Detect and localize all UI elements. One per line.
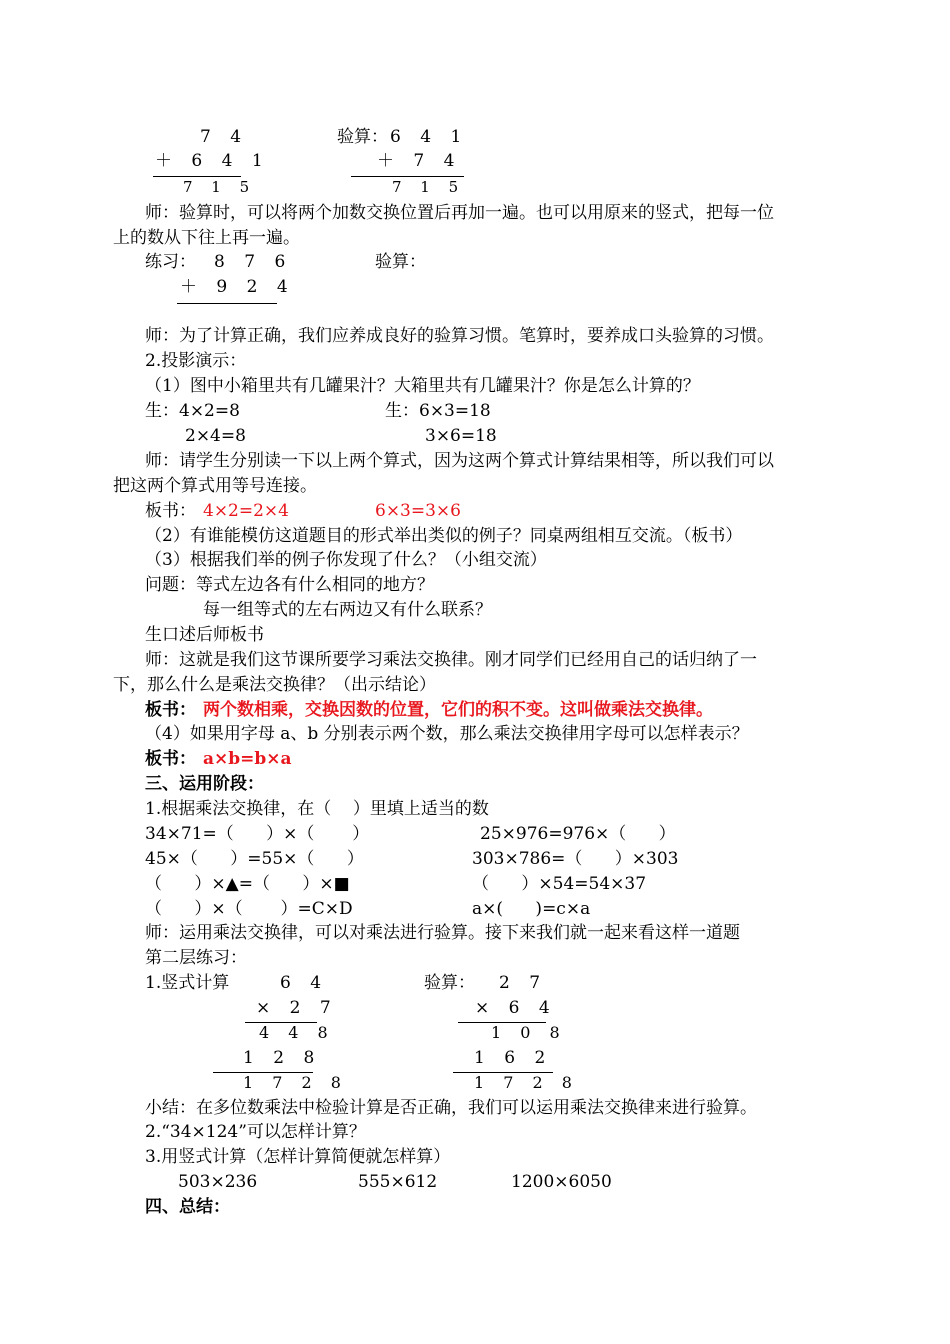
rule-label: 板书： xyxy=(145,700,196,720)
check-row-1: 6 4 1 xyxy=(390,127,469,147)
fill-left-1: 34×71=（ ）×（ ） xyxy=(145,824,370,844)
mult-check-label: 验算： xyxy=(424,973,475,993)
add-row-2: ＋ 6 4 1 xyxy=(155,151,270,171)
calc-3: 1200×6050 xyxy=(511,1172,612,1192)
exercise-2: 2.“34×124”可以怎样计算？ xyxy=(145,1122,366,1142)
mult-row-1: 6 4 xyxy=(280,973,329,993)
vertical-label: 1.竖式计算 xyxy=(145,973,230,993)
add-row-1: 7 4 xyxy=(200,127,249,147)
stage3-heading: 三、运用阶段： xyxy=(145,774,264,794)
mult-row-2: × 2 7 xyxy=(256,998,338,1018)
mult-partial-1: 4 4 8 xyxy=(259,1023,335,1042)
check-result: 7 1 5 xyxy=(392,178,466,196)
fill-right-3: （ ）×54=54×37 xyxy=(472,874,647,894)
fill-left-2: 45×（ ）=55×（ ） xyxy=(145,849,364,869)
teacher-habit: 师：为了计算正确，我们应养成良好的验算习惯。笔算时，要养成口头验算的习惯。 xyxy=(145,326,774,346)
teacher-rule-1: 师：这就是我们这节课所要学习乘法交换律。刚才同学们已经用自己的话归纳了一 xyxy=(145,650,757,670)
board-label: 板书： xyxy=(145,501,196,521)
board-equation-1: 4×2=2×4 xyxy=(203,501,289,521)
practice-row-2: ＋ 9 2 4 xyxy=(180,277,295,297)
teacher-check-intro: 师：运用乘法交换律，可以对乘法进行验算。接下来我们就一起来看这样一道题 xyxy=(145,923,740,943)
problem-1: 问题：等式左边各有什么相同的地方？ xyxy=(145,575,434,595)
problem-2: 每一组等式的左右两边又有什么联系？ xyxy=(203,600,492,620)
summary: 小结：在多位数乘法中检验计算是否正确，我们可以运用乘法交换律来进行验算。 xyxy=(145,1098,757,1118)
add-result: 7 1 5 xyxy=(183,178,257,196)
check-mult-row-1: 2 7 xyxy=(499,973,548,993)
fill-right-1: 25×976=976×（ ） xyxy=(480,824,676,844)
fill-left-3: （ ）×▲=（ ）×■ xyxy=(145,874,350,894)
question-1: （1）图中小箱里共有几罐果汁？大箱里共有几罐果汁？你是怎么计算的？ xyxy=(145,376,700,396)
practice-check-label: 验算： xyxy=(375,252,426,272)
projection-heading: 2.投影演示： xyxy=(145,351,247,371)
question-2: （2）有谁能模仿这道题目的形式举出类似的例子？同桌两组相互交流。（板书） xyxy=(145,526,743,546)
practice-label: 练习： xyxy=(145,252,196,272)
mult-result: 1 7 2 8 xyxy=(243,1073,348,1092)
fill-right-4: a×( )=c×a xyxy=(472,899,591,919)
teacher-equal-1: 师：请学生分别读一下以上两个算式，因为这两个算式计算结果相等，所以我们可以 xyxy=(145,451,774,471)
student-b-2: 3×6=18 xyxy=(425,426,497,446)
question-4: （4）如果用字母 a、b 分别表示两个数，那么乘法交换律用字母可以怎样表示？ xyxy=(145,724,749,744)
formula-label: 板书： xyxy=(145,749,196,769)
check-label: 验算： xyxy=(337,127,388,147)
check-row-2: ＋ 7 4 xyxy=(377,151,462,171)
level-2-heading: 第二层练习： xyxy=(145,948,247,968)
fill-right-2: 303×786=（ ）×303 xyxy=(472,849,679,869)
rule-text: 两个数相乘，交换因数的位置，它们的积不变。这叫做乘法交换律。 xyxy=(203,700,713,720)
check-mult-partial-2: 1 6 2 xyxy=(474,1048,553,1068)
mult-partial-2: 1 2 8 xyxy=(243,1048,322,1068)
board-equation-2: 6×3=3×6 xyxy=(375,501,461,521)
stage4-heading: 四、总结： xyxy=(145,1197,230,1217)
practice-rule xyxy=(177,303,277,304)
calc-2: 555×612 xyxy=(358,1172,438,1192)
formula-text: a×b=b×a xyxy=(203,749,292,769)
student-a-2: 2×4=8 xyxy=(185,426,246,446)
teacher-check-note-2: 上的数从下往上再一遍。 xyxy=(113,228,300,248)
teacher-rule-2: 下，那么什么是乘法交换律？（出示结论） xyxy=(113,675,436,695)
teacher-equal-2: 把这两个算式用等号连接。 xyxy=(113,476,317,496)
fill-left-4: （ ）×（ ）=C×D xyxy=(145,899,353,919)
check-mult-row-2: × 6 4 xyxy=(475,998,557,1018)
question-3: （3）根据我们举的例子你发现了什么？（小组交流） xyxy=(145,550,547,570)
exercise-3: 3.用竖式计算（怎样计算简便就怎样算） xyxy=(145,1147,451,1167)
oral-note: 生口述后师板书 xyxy=(145,625,264,645)
check-mult-partial-1: 1 0 8 xyxy=(491,1023,567,1042)
student-a-1: 生：4×2=8 xyxy=(145,401,240,421)
practice-row-1: 8 7 6 xyxy=(214,252,293,272)
check-mult-result: 1 7 2 8 xyxy=(474,1073,579,1092)
teacher-check-note-1: 师：验算时，可以将两个加数交换位置后再加一遍。也可以用原来的竖式，把每一位 xyxy=(145,203,774,223)
calc-1: 503×236 xyxy=(178,1172,258,1192)
exercise-1-title: 1.根据乘法交换律，在（ ）里填上适当的数 xyxy=(145,799,489,819)
student-b-1: 生：6×3=18 xyxy=(385,401,491,421)
